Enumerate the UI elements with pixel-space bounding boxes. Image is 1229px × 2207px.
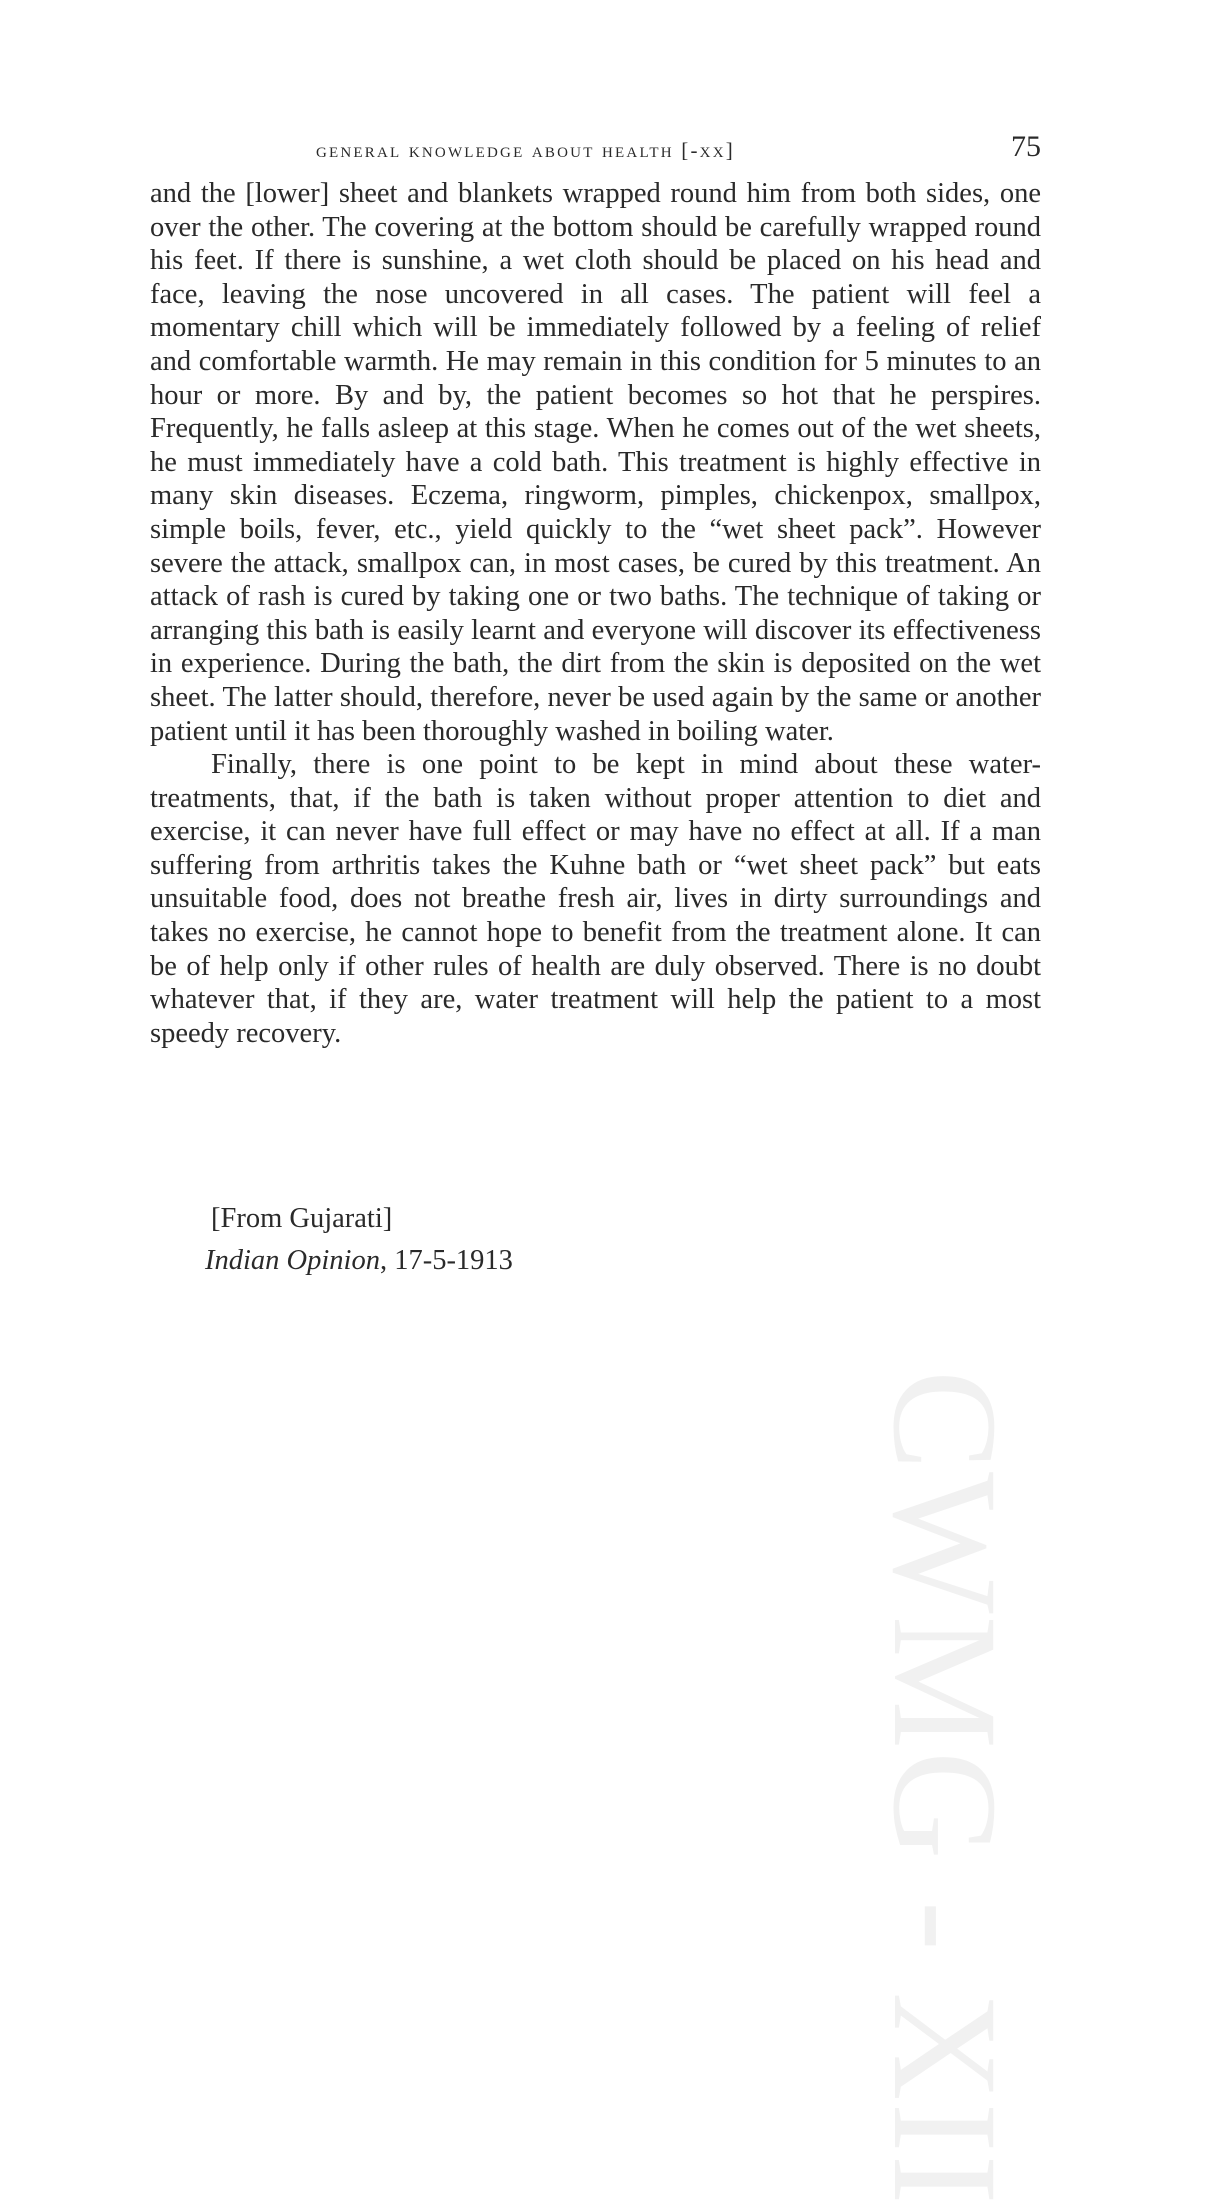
page-number: 75 <box>1011 130 1041 163</box>
paragraph: Finally, there is one point to be kept in mind about these water-treatments, that, if the bath is taken without proper attention to diet and exercise, it can never have full effect or may have no effect at all. If a man suffering from arthritis takes the Kuhne bath or “wet sheet pack” but eats unsuitable food, does not breathe fresh air, lives in dirty surroundings and takes no exercise, he cannot hope to benefit from the treatment alone. It can be of help only if other rules of health are duly observed. There is no doubt whatever that, if they are, water treatment will help the patient to a most speedy recovery. <box>150 749 1041 1049</box>
paragraph: and the [lower] sheet and blankets wrapped round him from both sides, one over the other. The covering at the bottom should be carefully wrapped round his feet. If there is sunshine, a wet cloth should be placed on his head and face, leaving the nose uncovered in all cases. The patient will feel a momentary chill which will be immediately followed by a feeling of relief and comfortable warmth. He may remain in this condition for 5 minutes to an hour or more. By and by, the patient becomes so hot that he perspires. Frequently, he falls asleep at this stage. When he comes out of the wet sheets, he must immediately have a cold bath. This treatment is highly effective in many skin diseases. Eczema, ringworm, pimples, chickenpox, smallpox, simple boils, fever, etc., yield quickly to the “wet sheet pack”. However severe the attack, smallpox can, in most cases, be cured by this treatment. An attack of rash is cured by taking one or two baths. The technique of taking or arranging this bath is easily learnt and everyone will discover its effectiveness in experience. During the bath, the dirt from the skin is deposited on the wet sheet. The latter should, therefore, never be used again by the same or another patient until it has been thoroughly washed in boiling water. <box>150 178 1041 747</box>
running-head-title: general knowledge about health [-xx] <box>316 138 735 162</box>
citation-separator: , <box>379 1245 388 1276</box>
running-head <box>150 126 1041 166</box>
body-text <box>150 177 1041 1050</box>
citation-journal: Indian Opinion <box>205 1245 380 1276</box>
source-note: [From Gujarati] <box>211 1203 393 1234</box>
watermark: CWMG - XII <box>862 1370 1028 2207</box>
citation-date: 17-5-1913 <box>394 1245 513 1276</box>
citation <box>205 1240 513 1282</box>
